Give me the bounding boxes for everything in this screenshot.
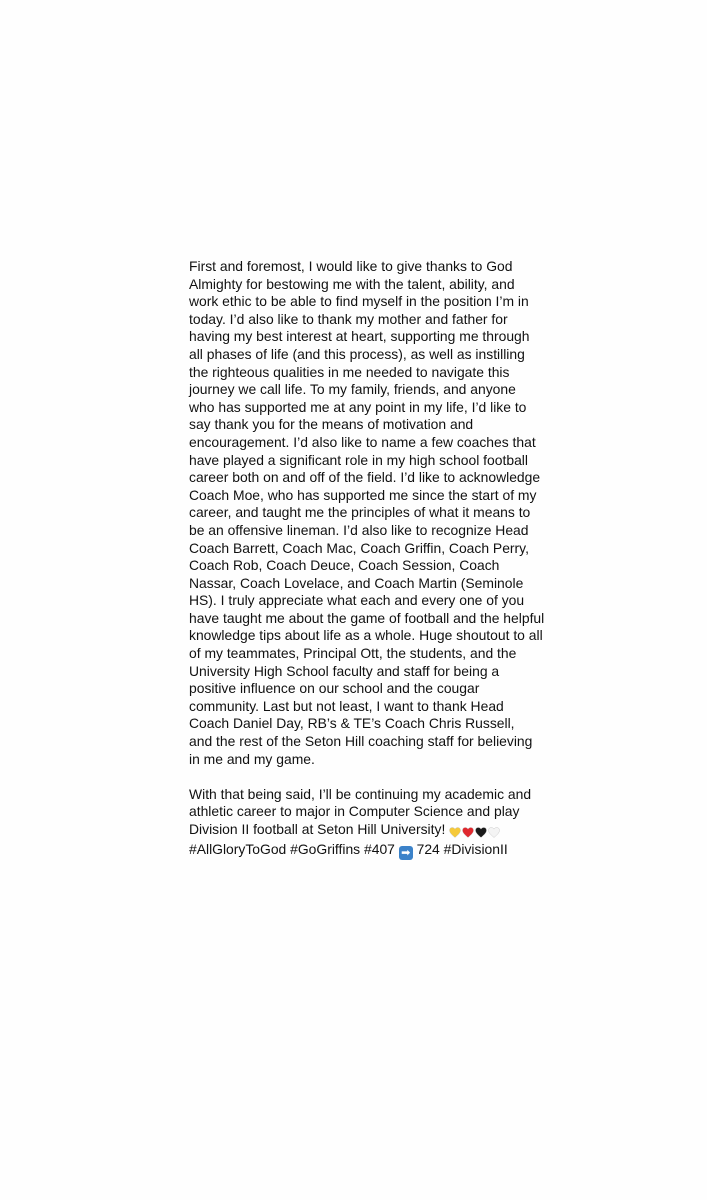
paragraph-line: work ethic to be able to find myself in the position I’m in (189, 293, 529, 310)
yellow-heart-icon (449, 827, 461, 838)
paragraph-line: be an offensive lineman. I’d also like to recognize Head (189, 521, 529, 538)
paragraph-line: today. I’d also like to thank my mother and father for (189, 310, 508, 327)
red-heart-icon (462, 827, 474, 838)
announcement-line: athletic career to major in Computer Science and play (189, 803, 520, 820)
paragraph-line: encouragement. I’d also like to name a few coaches that (189, 433, 536, 450)
announcement-paragraph (189, 785, 532, 860)
paragraph-line: First and foremost, I would like to give thanks to God (189, 258, 513, 274)
paragraph-line: in me and my game. (189, 750, 315, 767)
paragraph-line: journey we call life. To my family, friends, and anyone (189, 381, 516, 398)
paragraph-line: Almighty for bestowing me with the talent, ability, and (189, 275, 515, 292)
paragraph-line: having my best interest at heart, supporting me through (189, 328, 530, 345)
hashtags-before: #AllGloryToGod #GoGriffins #407 (189, 840, 395, 857)
paragraph-line: Coach Barrett, Coach Mac, Coach Griffin, Coach Perry, (189, 539, 529, 556)
paragraph-line: knowledge tips about life as a whole. Huge shoutout to all (189, 627, 543, 644)
paragraph-line: community. Last but not least, I want to thank Head (189, 697, 504, 714)
right-arrow-icon: ➡ (399, 846, 413, 860)
thanks-paragraph (189, 258, 545, 768)
paragraph-line: the righteous qualities in me needed to navigate this (189, 363, 510, 380)
paragraph-line: positive influence on our school and the cougar (189, 680, 480, 697)
paragraph-line: have taught me about the game of football and the helpful (189, 609, 545, 626)
paragraph-line: Nassar, Coach Lovelace, and Coach Martin (Seminole (189, 574, 524, 591)
paragraph-line: of my teammates, Principal Ott, the students, and the (189, 645, 517, 662)
announcement-line (189, 821, 529, 841)
paragraph-line: and the rest of the Seton Hill coaching staff for believing (189, 733, 533, 750)
paragraph-line: Coach Rob, Coach Deuce, Coach Session, Coach (189, 557, 500, 574)
notes-document (189, 258, 545, 860)
paragraph-line: Coach Moe, who has supported me since the start of my (189, 486, 537, 503)
paragraph-line: career, and taught me the principles of what it means to (189, 504, 531, 521)
hashtags-after: 724 #DivisionII (416, 840, 508, 857)
white-heart-icon (488, 827, 500, 838)
black-heart-icon (475, 827, 487, 838)
paragraph-line: who has supported me at any point in my life, I’d like to (189, 398, 527, 415)
announcement-text: Division II football at Seton Hill University! (189, 821, 446, 837)
paragraph-line: Coach Daniel Day, RB’s & TE’s Coach Chris Russell, (189, 715, 515, 732)
paragraph-line: University High School faculty and staff for being a (189, 662, 500, 679)
hashtags-line (189, 841, 529, 860)
paragraph-line: HS). I truly appreciate what each and every one of you (189, 592, 525, 609)
announcement-line: With that being said, I’ll be continuing my academic and (189, 785, 532, 802)
paragraph-line: say thank you for the means of motivation and (189, 416, 474, 433)
paragraph-line: all phases of life (and this process), as well as instilling (189, 345, 525, 362)
hearts-emoji-row (449, 823, 501, 841)
paragraph-line: have played a significant role in my high school football (189, 451, 528, 468)
paragraph-line: career both on and off of the field. I’d like to acknowledge (189, 469, 541, 486)
